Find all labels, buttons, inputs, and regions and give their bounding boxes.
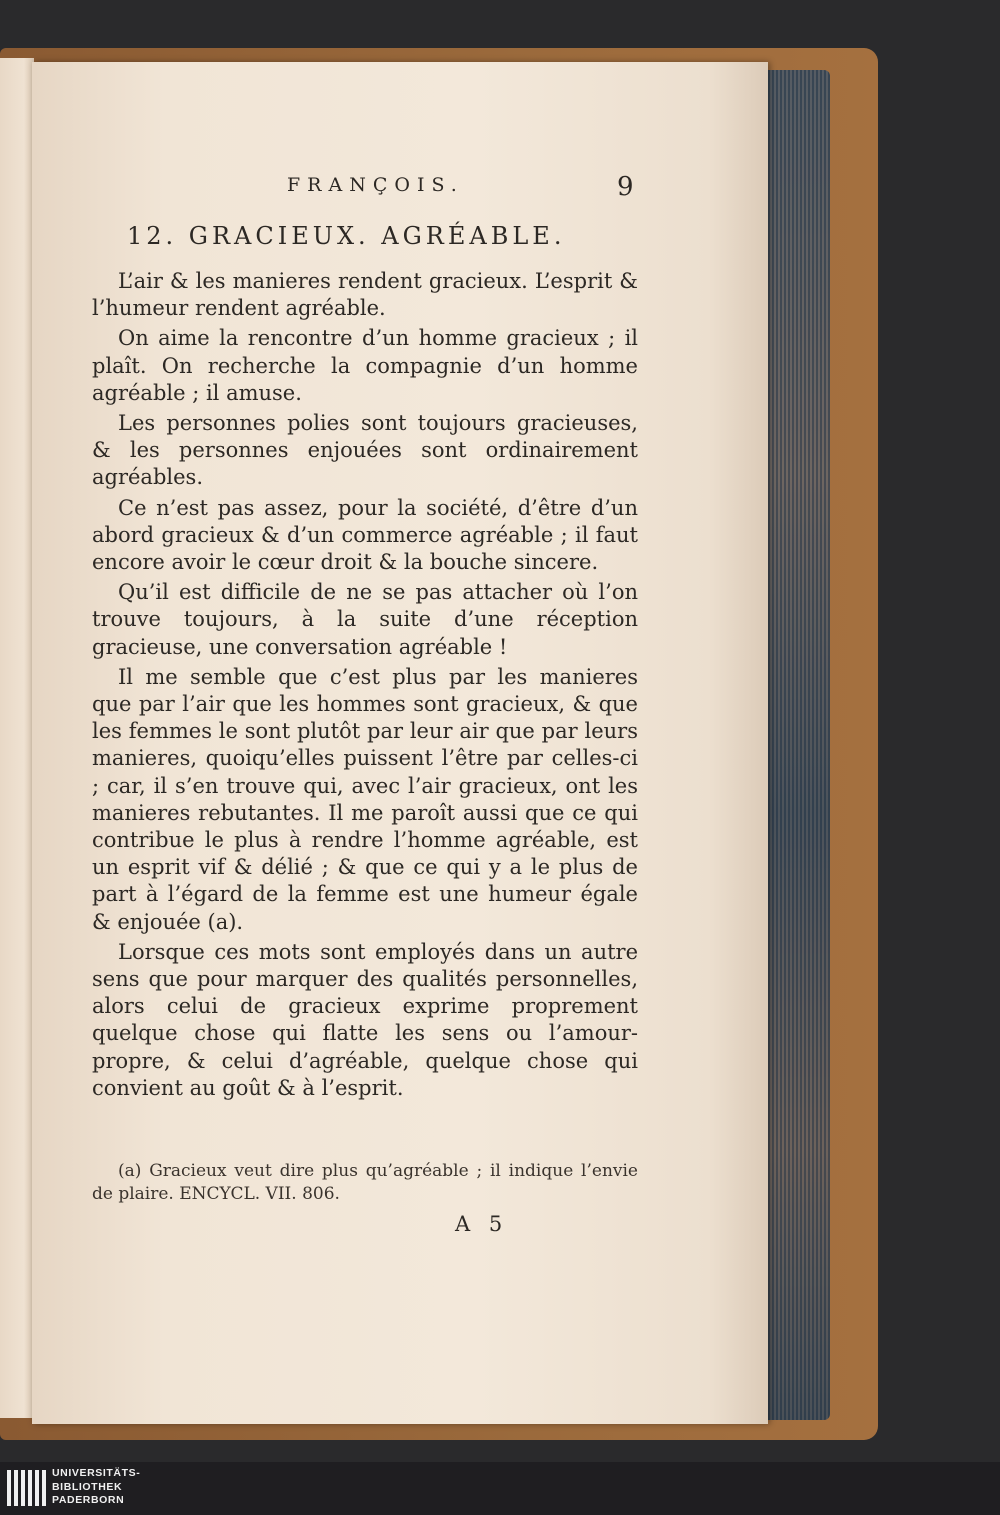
body-text <box>92 268 638 1105</box>
running-head: FRANÇOIS. <box>287 174 464 196</box>
paragraph: Lorsque ces mots sont employés dans un autre sens que pour marquer des qualités personnelles, alors celui de gracieux exprime proprement quelque chose qui flatte les sens ou l’amour-propre, & celui d’agréable, quelque chose qui convient au goût & à l’esprit. <box>92 939 638 1100</box>
book-page <box>32 62 768 1424</box>
facing-page-edge <box>0 58 34 1418</box>
library-name: UNIVERSITÄTS- BIBLIOTHEK PADERBORN <box>52 1467 141 1506</box>
footnote: (a) Gracieux veut dire plus qu’agréable ; il indique l’envie de plaire. ENCYCL. VII. 806. <box>92 1161 638 1204</box>
paragraph: On aime la rencontre d’un homme gracieux ; il plaît. On recherche la compagnie d’un homme agréable ; il amuse. <box>92 326 638 405</box>
library-banner <box>0 1462 1000 1515</box>
paragraph: Les personnes polies sont toujours gracieuses, & les personnes enjouées sont ordinairement agréables. <box>92 411 638 490</box>
library-logo-icon <box>6 1468 48 1508</box>
paragraph: L’air & les manieres rendent gracieux. L’esprit & l’humeur rendent agréable. <box>92 269 638 321</box>
page-number: 9 <box>617 172 634 202</box>
section-heading: 12. GRACIEUX. AGRÉABLE. <box>127 222 566 250</box>
paragraph: Ce n’est pas assez, pour la société, d’être d’un abord gracieux & d’un commerce agréable ; il faut encore avoir le cœur droit & la bouche sincere. <box>92 495 638 575</box>
signature-mark: A 5 <box>455 1212 509 1236</box>
paragraph: Il me semble que c’est plus par les manieres que par l’air que les hommes sont gracieux, & que les femmes le sont plutôt par leur air que par leurs manieres, quoiqu’elles puissent l’être par celles-ci ; car, il s’en trouve qui, avec l’air gracieux, ont les manieres rebutantes. Il me paroît aussi que ce qui contribue le plus à rendre l’homme agréable, est un esprit vif & délié ; & que ce qui y a le plus de part à l’égard de la femme est une humeur égale & enjouée (a). <box>92 664 638 934</box>
paragraph: Qu’il est difficile de ne se pas attacher où l’on trouve toujours, à la suite d’une réception gracieuse, une conversation agréable ! <box>92 580 638 659</box>
